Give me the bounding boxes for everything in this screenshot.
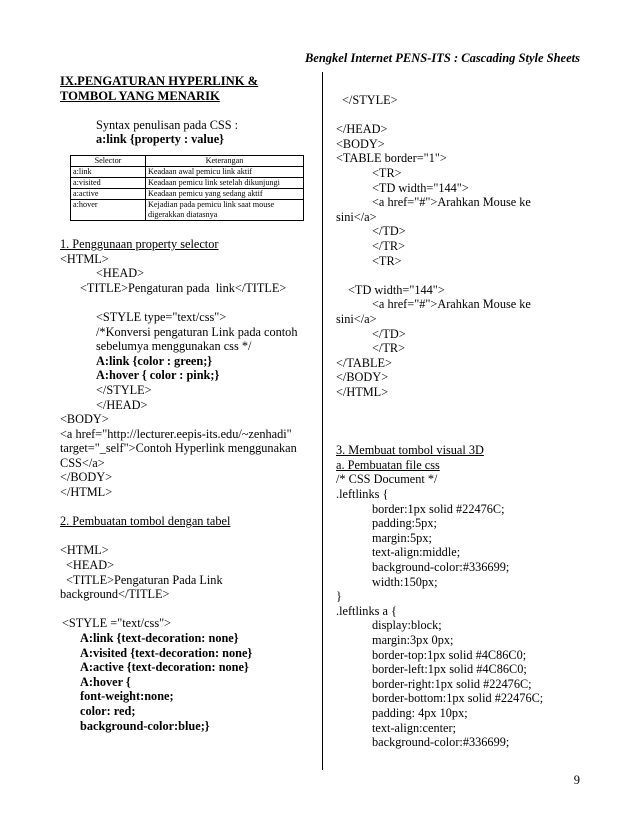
code-line: border-right:1px solid #22476C; [372, 676, 532, 691]
part3-title: 3. Membuat tombol visual 3D [336, 443, 484, 458]
code-line: </TD> [372, 326, 406, 341]
code-line: <TITLE>Pengaturan Pada Link [66, 572, 223, 587]
code-line: <TABLE border="1"> [336, 151, 447, 166]
code-line [60, 602, 310, 617]
code-line: /* CSS Document */ [336, 472, 438, 487]
selector-table [70, 155, 304, 221]
column-divider [322, 72, 323, 770]
code-line: </STYLE> [342, 93, 398, 107]
code-line: .leftlinks { [336, 487, 389, 502]
code-line [336, 108, 586, 123]
code-line: CSS</a> [60, 455, 105, 470]
code-line: <TD width="144"> [348, 282, 445, 297]
code-line: <BODY> [60, 412, 109, 427]
code-line: text-align:middle; [372, 545, 461, 560]
table-row [71, 166, 304, 177]
code-line: margin:3px 0px; [372, 632, 454, 647]
left-column [60, 74, 310, 733]
selector-cell: a:hover [71, 199, 146, 220]
code-line: } [336, 589, 342, 604]
section-title-line-2: TOMBOL YANG MENARIK [60, 88, 220, 103]
description-cell: Keadaan pemicu yang sedang aktif [146, 188, 304, 199]
code-line: </BODY> [60, 470, 113, 485]
code-line [336, 268, 586, 283]
description-cell: Keadaan pemicu link setelah dikunjungi [146, 177, 304, 188]
code-line: color: red; [80, 703, 136, 718]
code-line: </TR> [372, 238, 405, 253]
code-line: background-color:blue;} [80, 718, 210, 733]
code-line: target="_self">Contoh Hyperlink menggunakan [60, 441, 297, 456]
code-line: border-bottom:1px solid #22476C; [372, 691, 544, 706]
selector-cell: a:link [71, 166, 146, 177]
code-line: .leftlinks a { [336, 603, 397, 618]
code-line: sebelumya menggunakan css */ [96, 339, 252, 354]
selector-cell: a:visited [71, 177, 146, 188]
code-line: A:hover { [80, 674, 131, 689]
code-line: A:active {text-decoration: none} [80, 660, 249, 675]
code-line: </TABLE> [336, 355, 392, 370]
page-number: 9 [573, 773, 580, 787]
code-line: </HTML> [336, 384, 389, 399]
code-line: <HEAD> [96, 266, 145, 281]
table-row [71, 188, 304, 199]
code-line: background-color:#336699; [372, 735, 510, 750]
code-line: A:link {color : green;} [96, 353, 213, 368]
code-line: </BODY> [336, 370, 389, 385]
code-line: </TR> [372, 341, 405, 356]
code-line: /*Konversi pengaturan Link pada contoh [96, 324, 298, 339]
code-line: <HTML> [60, 543, 109, 558]
code-line: </STYLE> [96, 382, 152, 397]
part1-title: 1. Penggunaan property selector [60, 236, 219, 251]
code-line: <HTML> [60, 251, 109, 266]
selector-table-header [71, 155, 304, 166]
code-line: </TD> [372, 224, 406, 239]
part2-title: 2. Pembuatan tombol dengan tabel [60, 514, 231, 529]
table-row [71, 199, 304, 220]
code-line: text-align:center; [372, 720, 456, 735]
code-line: A:link {text-decoration: none} [80, 631, 239, 645]
table-row [71, 177, 304, 188]
code-line: <TD width="144"> [372, 180, 469, 195]
header-keterangan: Keterangan [146, 155, 304, 166]
code-line: <a href="http://lecturer.eepis-its.edu/~zenhadi" [60, 426, 292, 441]
code-line: <BODY> [336, 136, 385, 151]
part3-subtitle: a. Pembuatan file css [336, 457, 440, 472]
code-line: background</TITLE> [60, 587, 170, 602]
code-line: sini</a> [336, 311, 377, 326]
code-line: A:visited {text-decoration: none} [80, 645, 253, 660]
code-line: <TR> [372, 253, 402, 268]
description-cell: Keadaan awal pemicu link aktif [146, 166, 304, 177]
code-line: border-top:1px solid #4C86C0; [372, 647, 527, 662]
code-line: </HTML> [60, 485, 113, 500]
code-line: border-left:1px solid #4C86C0; [372, 662, 527, 677]
syntax-intro: Syntax penulisan pada CSS : [96, 117, 239, 132]
code-line: padding:5px; [372, 516, 437, 531]
right-column [336, 93, 586, 750]
code-line: background-color:#336699; [372, 560, 510, 574]
syntax-rule: a:link {property : value} [96, 132, 224, 147]
code-line [60, 295, 310, 310]
code-line: <HEAD> [66, 558, 115, 573]
code-line: display:block; [372, 618, 442, 633]
code-line: border:1px solid #22476C; [372, 501, 505, 516]
code-line: <a href="#">Arahkan Mouse ke [372, 297, 531, 312]
code-line: <a href="#">Arahkan Mouse ke [372, 195, 531, 210]
code-line: <STYLE ="text/css"> [62, 616, 172, 631]
code-line: font-weight:none; [80, 689, 174, 704]
selector-cell: a:active [71, 188, 146, 199]
code-line: margin:5px; [372, 530, 432, 545]
code-line: </HEAD> [336, 122, 388, 137]
code-line: <STYLE type="text/css"> [96, 309, 227, 324]
code-line: A:hover { color : pink;} [96, 368, 220, 383]
running-header: Bengkel Internet PENS-ITS : Cascading Style Sheets [304, 51, 580, 65]
code-line: sini</a> [336, 209, 377, 224]
code-line: <TR> [372, 165, 402, 180]
header-selector: Selector [71, 155, 146, 166]
code-line: </HEAD> [96, 397, 148, 412]
code-line: width:150px; [372, 574, 438, 589]
code-line: <TITLE>Pengaturan pada link</TITLE> [80, 280, 287, 295]
code-line: padding: 4px 10px; [372, 705, 468, 720]
section-title-line-1: IX.PENGATURAN HYPERLINK & [60, 74, 259, 88]
description-cell: Kejadian pada pemicu link saat mouse digerakkan diatasnya [146, 199, 304, 220]
